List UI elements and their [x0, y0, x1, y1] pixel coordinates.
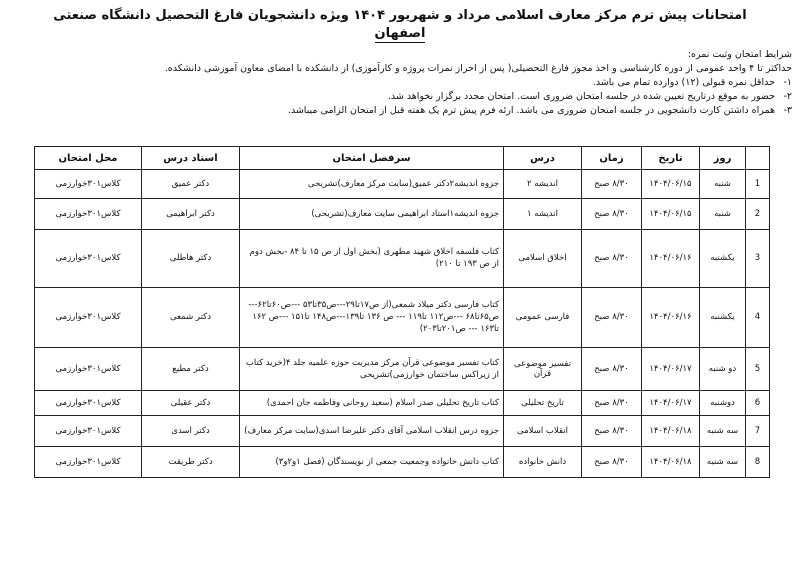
header-course: درس [504, 147, 582, 170]
page-title: امتحانات پیش ترم مرکز معارف اسلامی مرداد و شهریور ۱۴۰۴ ویژه دانشجویان فارغ التحصیل دانشگاه صنعتی [53, 8, 747, 23]
rule-number: ۱- [783, 77, 792, 88]
row-location: کلاس۳۰۱خوارزمی [35, 391, 142, 416]
row-number: 7 [746, 415, 770, 446]
table-row [35, 287, 770, 347]
row-teacher: دکتر طریقت [142, 446, 240, 477]
row-course: اخلاق اسلامی [504, 229, 582, 287]
rule-text: حضور به موقع درتاریخ تعیین شده در جلسه امتحان ضروری است. امتحان مجدد برگزار نخواهد شد. [387, 91, 775, 102]
row-course: تفسیر موضوعی قرآن [504, 347, 582, 390]
rule-number: ۲- [783, 91, 792, 102]
row-teacher: دکتر عقیلی [142, 391, 240, 416]
rules-heading: شرایط امتحان وثبت نمره: [687, 49, 792, 60]
row-number: 4 [746, 287, 770, 347]
table-row [35, 415, 770, 446]
page-subtitle-text: اصفهان [374, 26, 426, 41]
row-time: ۸/۳۰ صبح [582, 229, 642, 287]
header-time: زمان [582, 147, 642, 170]
row-number: 3 [746, 229, 770, 287]
row-location: کلاس۳۰۱خوارزمی [35, 170, 142, 199]
row-location: کلاس۳۰۱خوارزمی [35, 198, 142, 229]
row-course: اندیشه ۲ [504, 170, 582, 199]
rule-item [8, 76, 792, 90]
row-location: کلاس۳۰۱خوارزمی [35, 347, 142, 390]
table-row [35, 446, 770, 477]
header-number [746, 147, 770, 170]
row-location: کلاس۳۰۱خوارزمی [35, 287, 142, 347]
rule-item [8, 104, 792, 118]
exam-rules [8, 48, 792, 118]
header-teacher: استاد درس [142, 147, 240, 170]
row-course: انقلاب اسلامی [504, 415, 582, 446]
rule-item [8, 90, 792, 104]
row-number: 5 [746, 347, 770, 390]
row-teacher: دکتر ابراهیمی [142, 198, 240, 229]
row-day: دو شنبه [700, 347, 746, 390]
row-date: ۱۴۰۴/۰۶/۱۶ [642, 229, 700, 287]
row-date: ۱۴۰۴/۰۶/۱۸ [642, 415, 700, 446]
row-location: کلاس۳۰۱خوارزمی [35, 415, 142, 446]
row-day: دوشنبه [700, 391, 746, 416]
header-day: روز [700, 147, 746, 170]
row-number: 2 [746, 198, 770, 229]
header-location: محل امتحان [35, 147, 142, 170]
row-date: ۱۴۰۴/۰۶/۱۷ [642, 347, 700, 390]
row-time: ۸/۳۰ صبح [582, 446, 642, 477]
row-teacher: دکتر شمعی [142, 287, 240, 347]
row-topics: جزوه اندیشه۱استاد ابراهیمی سایت معارف(تشریحی) [240, 198, 504, 229]
row-topics: جزوه درس انقلاب اسلامی آقای دکتر علیرضا اسدی(سایت مرکز معارف) [240, 415, 504, 446]
row-day: یکشنبه [700, 287, 746, 347]
row-time: ۸/۳۰ صبح [582, 287, 642, 347]
row-date: ۱۴۰۴/۰۶/۱۷ [642, 391, 700, 416]
row-date: ۱۴۰۴/۰۶/۱۶ [642, 287, 700, 347]
row-course: فارسی عمومی [504, 287, 582, 347]
header-topics: سرفصل امتحان [240, 147, 504, 170]
row-date: ۱۴۰۴/۰۶/۱۵ [642, 170, 700, 199]
row-teacher: دکتر اسدی [142, 415, 240, 446]
row-topics: کتاب فارسی دکتر میلاد شمعی(از ص۱۷تا۲۹---ص۳۵تا۵۳ ---ص۶۰تا۶۲---ص۶۵تا۶۸ ---ص۱۱۲ تا۱۱۹ --- ص ۱۳۶ تا۱۳۹---ص۱۴۸ تا۱۵۱ ---ص ۱۶۲ تا۱۶۳ --- ص۲۰۱تا۲۰۳) [240, 287, 504, 347]
exam-schedule-table [34, 146, 770, 478]
row-course: تاریخ تحلیلی [504, 391, 582, 416]
row-time: ۸/۳۰ صبح [582, 415, 642, 446]
row-topics: جزوه اندیشه۲دکتر عمیق(سایت مرکز معارف)تشریحی [240, 170, 504, 199]
row-topics: کتاب فلسفه اخلاق شهید مطهری (بخش اول از ص ۱۵ تا ۸۴ -بخش دوم از ص ۱۹۳ تا ۲۱۰) [240, 229, 504, 287]
row-number: 1 [746, 170, 770, 199]
row-time: ۸/۳۰ صبح [582, 391, 642, 416]
row-day: شنبه [700, 198, 746, 229]
row-topics: کتاب دانش خانواده وجمعیت جمعی از نویسندگان (فصل ۱و۲و۳) [240, 446, 504, 477]
row-number: 6 [746, 391, 770, 416]
table-row [35, 391, 770, 416]
table-row [35, 347, 770, 390]
row-time: ۸/۳۰ صبح [582, 347, 642, 390]
page-subtitle [0, 26, 800, 42]
table-row [35, 170, 770, 199]
row-topics: کتاب تفسیر موضوعی قرآن مرکز مدیریت حوزه علمیه جلد ۴(خرید کتاب از زیراکس ساختمان خوارزمی)تشریحی [240, 347, 504, 390]
row-topics: کتاب تاریخ تحلیلی صدر اسلام (سعید روحانی وفاطمه جان احمدی) [240, 391, 504, 416]
row-location: کلاس۳۰۱خوارزمی [35, 446, 142, 477]
row-course: دانش خانواده [504, 446, 582, 477]
table-row [35, 229, 770, 287]
row-date: ۱۴۰۴/۰۶/۱۵ [642, 198, 700, 229]
row-teacher: دکتر عمیق [142, 170, 240, 199]
row-date: ۱۴۰۴/۰۶/۱۸ [642, 446, 700, 477]
row-teacher: دکتر هاطلی [142, 229, 240, 287]
row-time: ۸/۳۰ صبح [582, 170, 642, 199]
row-day: شنبه [700, 170, 746, 199]
row-day: سه شنبه [700, 415, 746, 446]
rule-number: ۳- [783, 105, 792, 116]
row-day: یکشنبه [700, 229, 746, 287]
header-date: تاریخ [642, 147, 700, 170]
rules-intro: حداکثر تا ۴ واحد عمومی از دوره کارشناسی و اخذ مجوز فارغ التحصیلی( پس از احراز نمرات پروژه و کارآموزی) از دانشکده با امضای معاون آموزشی دانشکده. [164, 63, 792, 74]
row-course: اندیشه ۱ [504, 198, 582, 229]
row-location: کلاس۳۰۱خوارزمی [35, 229, 142, 287]
row-day: سه شنبه [700, 446, 746, 477]
row-teacher: دکتر مطیع [142, 347, 240, 390]
row-number: 8 [746, 446, 770, 477]
table-row [35, 198, 770, 229]
row-time: ۸/۳۰ صبح [582, 198, 642, 229]
rule-text: همراه داشتن کارت دانشجویی در جلسه امتحان ضروری می باشد. ارئه فرم پیش ترم یک هفته قبل از امتحان الزامی میباشد. [287, 105, 775, 116]
table-header-row [35, 147, 770, 170]
rule-text: حداقل نمره قبولی (۱۲) دوازده تمام می باشد. [592, 77, 775, 88]
